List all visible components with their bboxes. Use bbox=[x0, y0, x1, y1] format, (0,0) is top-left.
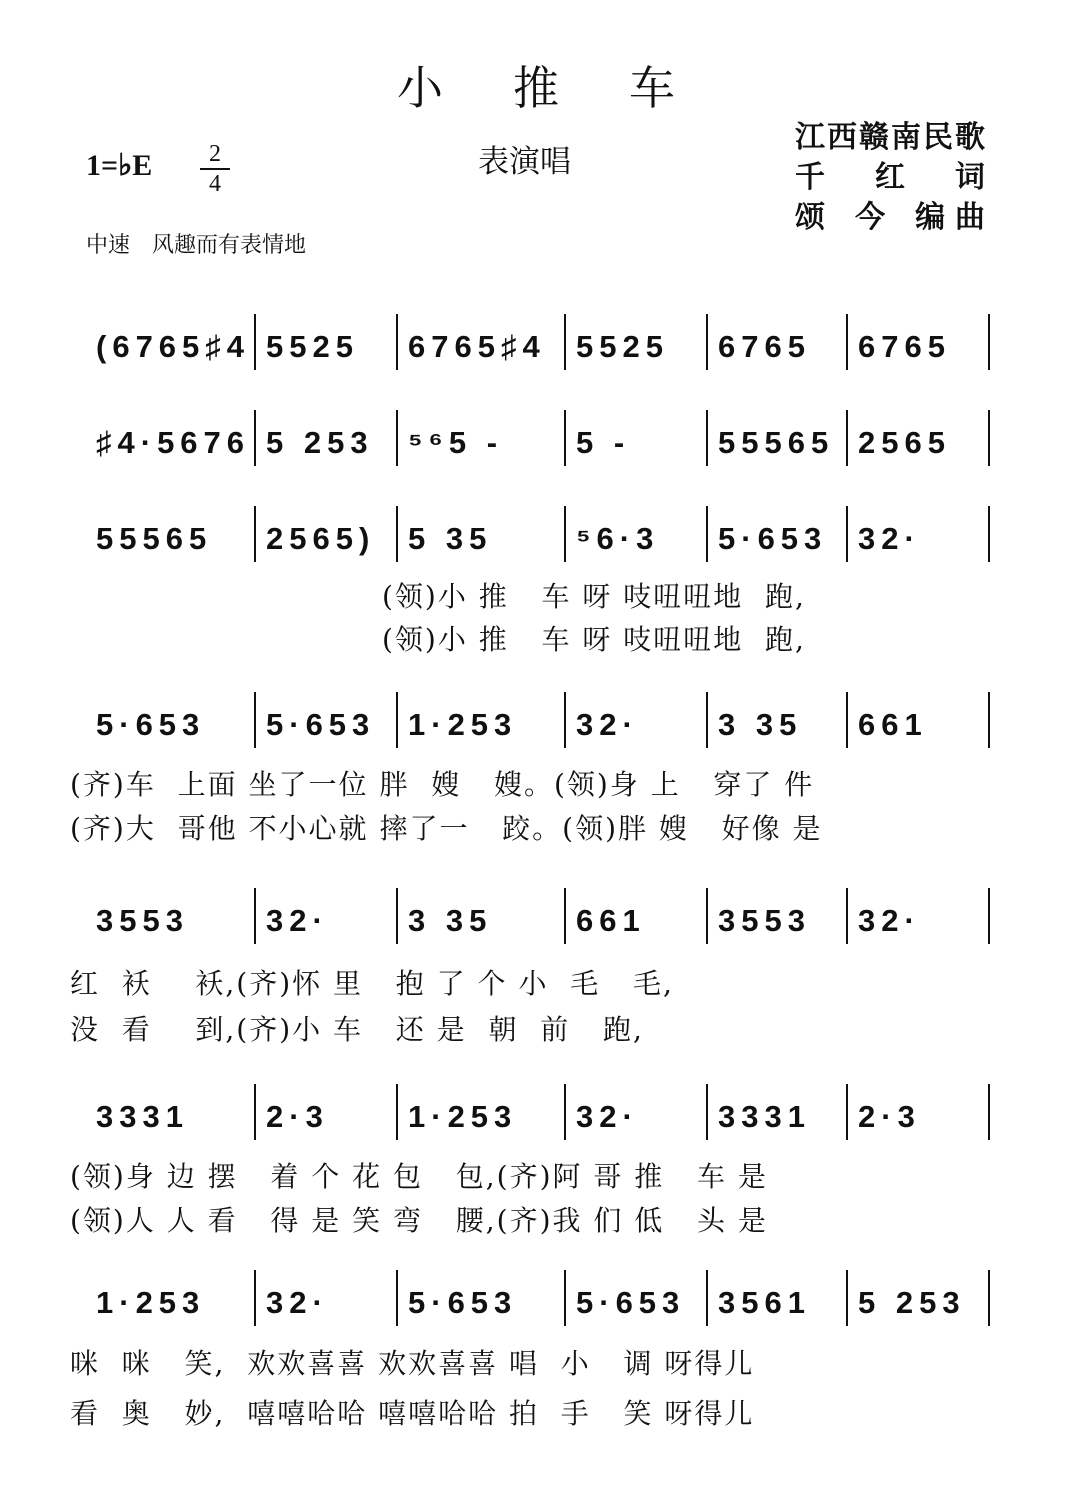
measure: 2565) bbox=[266, 521, 376, 556]
bar-line bbox=[396, 692, 398, 748]
song-subtitle: 表演唱 bbox=[478, 144, 571, 180]
measure: (6765♯4 bbox=[96, 329, 251, 364]
score-system-3 bbox=[84, 514, 990, 564]
bar-line bbox=[706, 1270, 708, 1326]
bar-line bbox=[846, 1270, 848, 1326]
key-signature: 1=♭E bbox=[86, 149, 153, 182]
bar-line bbox=[254, 1084, 256, 1140]
measure: 32· bbox=[858, 903, 921, 938]
measure: ⁵6·3 bbox=[576, 521, 660, 556]
score-system-1 bbox=[84, 322, 990, 372]
lyric-line: (领)小 推 车 呀 吱吜吜地 跑, bbox=[382, 623, 806, 656]
bar-line bbox=[988, 1270, 990, 1326]
bar-line bbox=[254, 506, 256, 562]
bar-line bbox=[396, 1270, 398, 1326]
bar-line bbox=[706, 314, 708, 370]
measure: ♯4·5676 bbox=[96, 425, 251, 460]
measure: 32· bbox=[266, 903, 329, 938]
lyric-line: 咪 咪 笑, 欢欢喜喜 欢欢喜喜 唱 小 调 呀得儿 bbox=[70, 1347, 755, 1380]
bar-line bbox=[988, 1084, 990, 1140]
bar-line bbox=[706, 506, 708, 562]
bar-line bbox=[706, 1084, 708, 1140]
bar-line bbox=[988, 692, 990, 748]
score-system-2 bbox=[84, 418, 990, 468]
tempo-marking: 中速 风趣而有表情地 bbox=[86, 233, 307, 258]
lyric-line: 没 看 到,(齐)小 车 还 是 朝 前 跑, bbox=[70, 1013, 644, 1046]
measure: 55565 bbox=[96, 521, 213, 556]
measure: 32· bbox=[858, 521, 921, 556]
measure: 55565 bbox=[718, 425, 835, 460]
measure: 5·653 bbox=[408, 1285, 518, 1320]
bar-line bbox=[846, 314, 848, 370]
bar-line bbox=[846, 888, 848, 944]
bar-line bbox=[988, 506, 990, 562]
measure: 1·253 bbox=[96, 1285, 206, 1320]
measure: ⁵⁶5 - bbox=[408, 425, 504, 460]
bar-line bbox=[846, 692, 848, 748]
bar-line bbox=[396, 1084, 398, 1140]
bar-line bbox=[846, 1084, 848, 1140]
song-title: 小推车 bbox=[397, 61, 745, 115]
measure: 661 bbox=[858, 707, 928, 742]
measure: 661 bbox=[576, 903, 646, 938]
measure: 5525 bbox=[576, 329, 669, 364]
score-system-4 bbox=[84, 700, 990, 750]
bar-line bbox=[396, 314, 398, 370]
measure: 5·653 bbox=[96, 707, 206, 742]
measure: 5·653 bbox=[718, 521, 828, 556]
bar-line bbox=[254, 888, 256, 944]
bar-line bbox=[254, 410, 256, 466]
lyric-line: (领)身 边 摆 着 个 花 包 包,(齐)阿 哥 推 车 是 bbox=[70, 1160, 768, 1193]
lyric-line: (领)小 推 车 呀 吱吜吜地 跑, bbox=[382, 580, 806, 613]
lyric-line: 看 奥 妙, 嘻嘻哈哈 嘻嘻哈哈 拍 手 笑 呀得儿 bbox=[70, 1397, 755, 1430]
measure: 5 35 bbox=[408, 521, 493, 556]
bar-line bbox=[254, 692, 256, 748]
lyric-line: 红 袄 袄,(齐)怀 里 抱 了 个 小 毛 毛, bbox=[70, 967, 674, 1000]
measure: 3 35 bbox=[408, 903, 493, 938]
measure: 5 - bbox=[576, 425, 631, 460]
score-system-6 bbox=[84, 1092, 990, 1142]
bar-line bbox=[564, 692, 566, 748]
measure: 6765 bbox=[718, 329, 811, 364]
time-signature bbox=[200, 142, 230, 196]
measure: 32· bbox=[576, 707, 639, 742]
bar-line bbox=[988, 888, 990, 944]
bar-line bbox=[846, 506, 848, 562]
measure: 5 253 bbox=[266, 425, 374, 460]
measure: 3553 bbox=[96, 903, 189, 938]
bar-line bbox=[254, 314, 256, 370]
measure: 5·653 bbox=[266, 707, 376, 742]
bar-line bbox=[564, 888, 566, 944]
score-system-7 bbox=[84, 1278, 990, 1328]
score-system-5 bbox=[84, 896, 990, 946]
measure: 3331 bbox=[96, 1099, 189, 1134]
bar-line bbox=[396, 506, 398, 562]
measure: 6765♯4 bbox=[408, 329, 546, 364]
measure: 5525 bbox=[266, 329, 359, 364]
measure: 2565 bbox=[858, 425, 951, 460]
time-top: 2 bbox=[209, 141, 221, 167]
measure: 2·3 bbox=[266, 1099, 329, 1134]
measure: 1·253 bbox=[408, 1099, 518, 1134]
measure: 3553 bbox=[718, 903, 811, 938]
bar-line bbox=[396, 410, 398, 466]
bar-line bbox=[564, 314, 566, 370]
bar-line bbox=[846, 410, 848, 466]
credit-source: 江西赣南民歌 bbox=[795, 120, 985, 155]
time-bottom: 4 bbox=[209, 171, 221, 197]
lyric-line: (齐)车 上面 坐了一位 胖 嫂 嫂。(领)身 上 穿了 件 bbox=[70, 768, 815, 801]
measure: 3561 bbox=[718, 1285, 811, 1320]
credits bbox=[795, 118, 985, 238]
measure: 32· bbox=[576, 1099, 639, 1134]
bar-line bbox=[706, 888, 708, 944]
measure: 2·3 bbox=[858, 1099, 921, 1134]
bar-line bbox=[396, 888, 398, 944]
lyric-line: (领)人 人 看 得 是 笑 弯 腰,(齐)我 们 低 头 是 bbox=[70, 1204, 768, 1237]
lyric-line: (齐)大 哥他 不小心就 摔了一 跤。(领)胖 嫂 好像 是 bbox=[70, 812, 823, 845]
bar-line bbox=[564, 1084, 566, 1140]
bar-line bbox=[988, 410, 990, 466]
measure: 5 253 bbox=[858, 1285, 966, 1320]
credit-lyricist: 千 红 词 bbox=[795, 160, 985, 195]
measure: 3331 bbox=[718, 1099, 811, 1134]
bar-line bbox=[706, 410, 708, 466]
measure: 32· bbox=[266, 1285, 329, 1320]
measure: 6765 bbox=[858, 329, 951, 364]
measure: 3 35 bbox=[718, 707, 803, 742]
bar-line bbox=[564, 506, 566, 562]
bar-line bbox=[706, 692, 708, 748]
measure: 1·253 bbox=[408, 707, 518, 742]
bar-line bbox=[564, 1270, 566, 1326]
bar-line bbox=[254, 1270, 256, 1326]
bar-line bbox=[564, 410, 566, 466]
measure: 5·653 bbox=[576, 1285, 686, 1320]
credit-composer: 颂 今 编曲 bbox=[795, 200, 985, 235]
bar-line bbox=[988, 314, 990, 370]
